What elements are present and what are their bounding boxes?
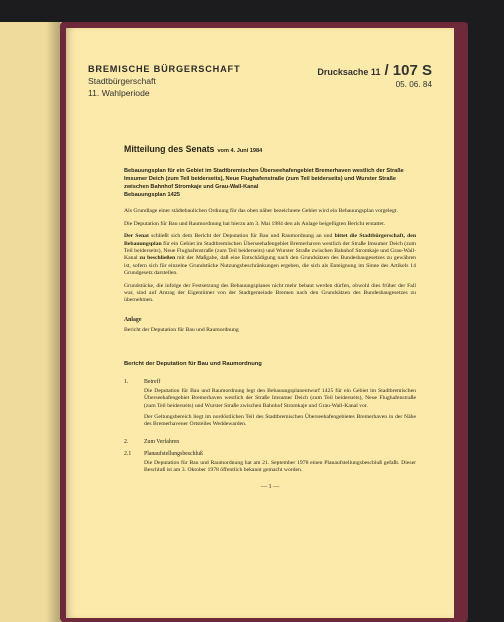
doc-title-text: Mitteilung des Senats: [124, 144, 215, 154]
left-page-edge: [0, 22, 62, 622]
section-1-title: Betreff: [144, 378, 161, 385]
page-number: — 1 —: [260, 482, 280, 490]
org-name: BREMISCHE BÜRGERSCHAFT: [88, 64, 241, 74]
section-2-1: [124, 451, 416, 475]
doc-title: [124, 144, 416, 154]
section-1-body-1: Die Deputation für Bau und Raumordnung legt den Bebauungsplanentwurf 1425 für ein Gebiet im Stadtbremischen Überseehafengebiet Bremerhaven westlich der Straße Imsumer Deich (zum Teil beiderseits), Neue Flughafenstraße (zum Teil beiderseits) und Wurster Straße zwischen Bahnhof Stromkaje und Grau-Wall-Kanal vor.: [144, 387, 416, 409]
anlage-text: Bericht der Deputation für Bau und Raumordnung: [124, 326, 239, 333]
anlage-label: Anlage: [124, 316, 142, 323]
drucksache: [317, 62, 432, 79]
legislative-period: 11. Wahlperiode: [88, 88, 150, 98]
section-2-1-title: Planaufstellungsbeschluß: [144, 450, 203, 457]
plan-number: Bebauungsplan 1425: [124, 192, 180, 199]
para3-bold-2: bittet die Stadtbürgerschaft, den Bebauungsplan: [124, 233, 416, 247]
section-2-1-body: Die Deputation für Bau und Raumordnung hat am 21. September 1978 einen Planaufstellungsbeschluß gefaßt. Dieser Beschluß ist am 3. Oktober 1978 öffentlich bekannt gemacht worden.: [144, 459, 416, 474]
section-2-title: Zum Verfahren: [144, 438, 180, 445]
document-content: [124, 144, 416, 490]
para3-bold-3: zu beschließen: [139, 255, 176, 262]
doc-title-date: vom 4. Juni 1984: [217, 148, 263, 154]
section-2: [124, 439, 416, 445]
drucksache-number: / 107 S: [384, 62, 432, 79]
para3-bold-1: Der Senat: [124, 233, 149, 240]
para3-text-3: mit der Maßgabe, daß eine Entschädigung nach den Grundsätzen des Bundesbaugesetzes zu gewähren ist, sofern sich für einzelne Grundstücke Nutzungsbeschränkungen ergeben, die sich als Enteignung im Sinne des Artikels 14 Grundgesetz darstellen.: [124, 255, 416, 277]
section-1-number: 1.: [124, 378, 129, 385]
paragraph-2: Die Deputation für Bau und Raumordnung hat hierzu am 3. Mai 1984 den als Anlage beigefügten Bericht erstattet.: [124, 220, 386, 227]
doc-subject: Bebauungsplan für ein Gebiet im Stadtbremischen Überseehafengebiet Bremerhaven westlich der Straße Imsumer Deich (zum Teil beiderseits), Neue Flughafenstraße (zum Teil beiderseits) und Wurster Straße zwischen Bahnhof Stromkaje und Grau-Wall-Kanal: [124, 168, 404, 190]
para3-text-1: schließt sich dem Bericht der Deputation für Bau und Raumordnung an und: [148, 233, 335, 240]
paragraph-1: Als Grundlage einer städtebaulichen Ordnung für das oben näher bezeichnete Gebiet wird ein Bebauungsplan vorgelegt.: [124, 208, 398, 215]
para3-text-2: für ein Gebiet im Stadtbremischen Überseehafengebiet Bremerhaven westlich der Straße Imsumer Deich (zum Teil beiderseits), Neue Flughafenstraße (zum Teil beiderseits) und Wurster Straße zwischen Bahnhof Stromkaje und Grau-Wall-Kanal: [124, 240, 416, 262]
body-name: Stadtbürgerschaft: [88, 76, 156, 86]
section-2-1-number: 2.1: [124, 450, 132, 457]
section-1: [124, 379, 416, 429]
section-2-number: 2.: [124, 438, 129, 445]
document-date: 05. 06. 84: [395, 80, 432, 89]
paragraph-3: [124, 233, 416, 277]
paragraph-4: Grundstücke, die infolge der Festsetzung des Bebauungsplanes nicht mehr bebaut werden dürfen, obwohl dies früher der Fall war, sind auf Antrag der Eigentümer von der Stadtgemeinde Bremen nach den Grundsätzen des Bundesbaugesetzes zu übernehmen.: [124, 282, 416, 304]
section-1-body-2: Der Geltungsbereich liegt im nordöstlichen Teil des Stadtbremischen Überseehafengebietes Bremerhaven in der Nähe des Bremerhavener Ortsteiles Weddewarden.: [144, 414, 416, 428]
header-right: [317, 62, 432, 89]
report-title: Bericht der Deputation für Bau und Raumordnung: [124, 360, 262, 367]
header-left: [88, 64, 240, 98]
document-page: [66, 28, 454, 618]
drucksache-label: Drucksache 11: [317, 67, 381, 77]
